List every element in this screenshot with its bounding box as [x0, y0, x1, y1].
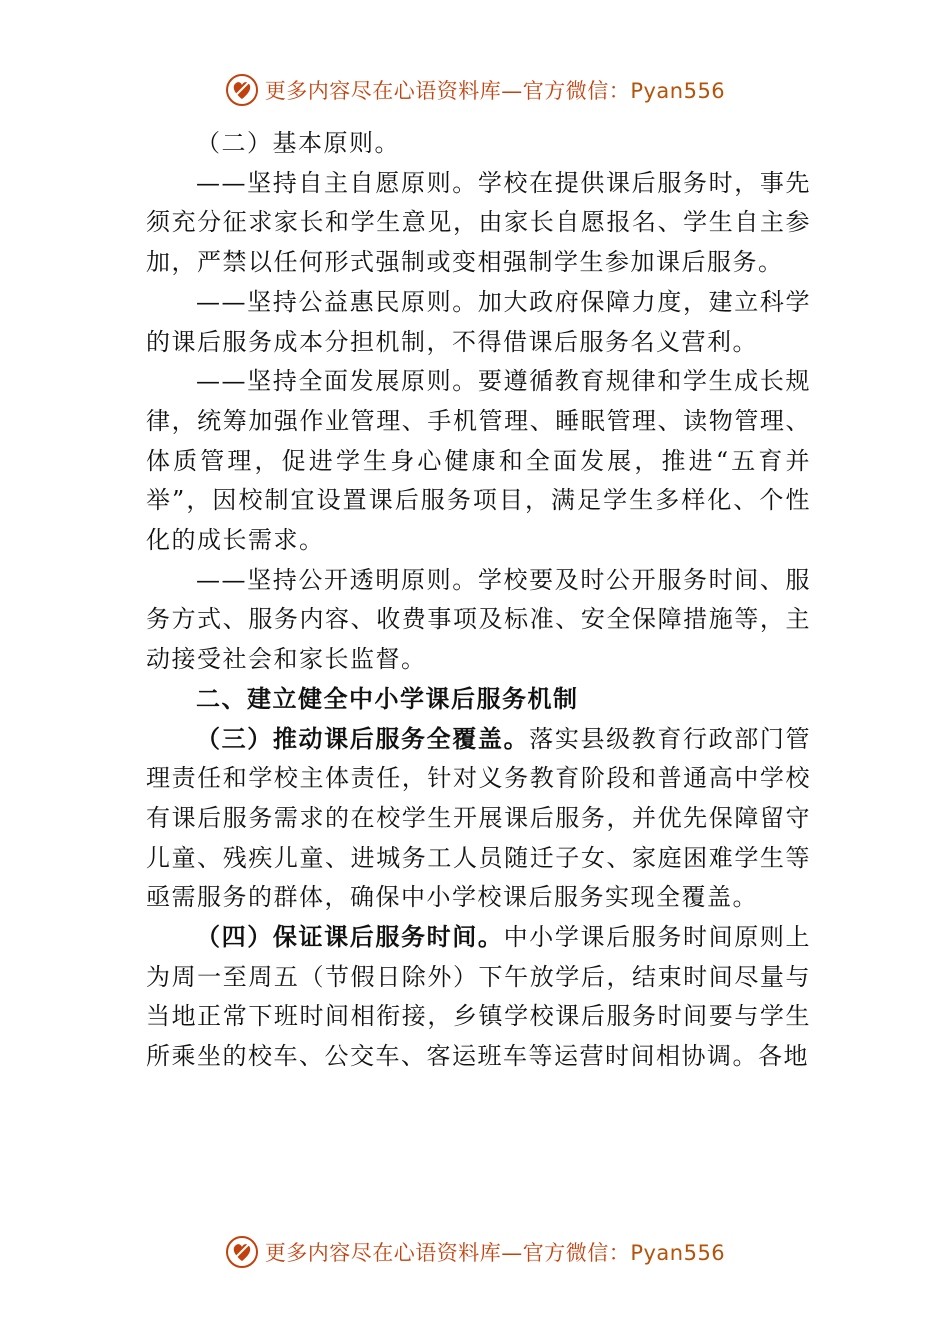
item-4-paragraph: [146, 918, 811, 1077]
footer-watermark: [0, 1230, 950, 1274]
section-heading-2: 二、建立健全中小学课后服务机制: [196, 684, 579, 713]
document-body: [146, 124, 811, 1077]
watermark-text: 更多内容尽在心语资料库—官方微信：Pyan556: [264, 79, 726, 103]
item-3-lead: （三）推动课后服务全覆盖。: [196, 724, 530, 753]
header-watermark: [0, 68, 950, 112]
principle-voluntary: ——坚持自主自愿原则。学校在提供课后服务时，事先须充分征求家长和学生意见，由家长自愿报名、学生自主参加，严禁以任何形式强制或变相强制学生参加课后服务。: [146, 168, 811, 277]
heart-logo-icon: [225, 73, 259, 107]
item-4-lead: （四）保证课后服务时间。: [196, 923, 504, 952]
item-3-body: 落实县级教育行政部门管理责任和学校主体责任，针对义务教育阶段和普通高中学校有课后服务需求的在校学生开展课后服务，并优先保障留守儿童、残疾儿童、进城务工人员随迁子女、家庭困难学生等亟需服务的群体，确保中小学校课后服务实现全覆盖。: [146, 724, 812, 912]
item-3-paragraph: [146, 720, 811, 919]
item-4-body: 中小学课后服务时间原则上为周一至周五（节假日除外）下午放学后，结束时间尽量与当地正常下班时间相衔接，乡镇学校课后服务时间要与学生所乘坐的校车、公交车、客运班车等运营时间相协调。各地: [146, 923, 812, 1071]
principle-public-welfare: ——坚持公益惠民原则。加大政府保障力度，建立科学的课后服务成本分担机制，不得借课后服务名义营利。: [146, 287, 811, 356]
watermark-text: 更多内容尽在心语资料库—官方微信：Pyan556: [264, 1241, 726, 1265]
section-basic-principles: （二）基本原则。: [196, 129, 400, 157]
principle-comprehensive-development: ——坚持全面发展原则。要遵循教育规律和学生成长规律，统筹加强作业管理、手机管理、睡眠管理、读物管理、体质管理，促进学生身心健康和全面发展，推进“五育并举”，因校制宜设置课后服务项目，满足学生多样化、个性化的成长需求。: [146, 367, 811, 555]
principle-transparency: ——坚持公开透明原则。学校要及时公开服务时间、服务方式、服务内容、收费事项及标准、安全保障措施等，主动接受社会和家长监督。: [146, 565, 811, 674]
heart-logo-icon: [225, 1235, 259, 1269]
